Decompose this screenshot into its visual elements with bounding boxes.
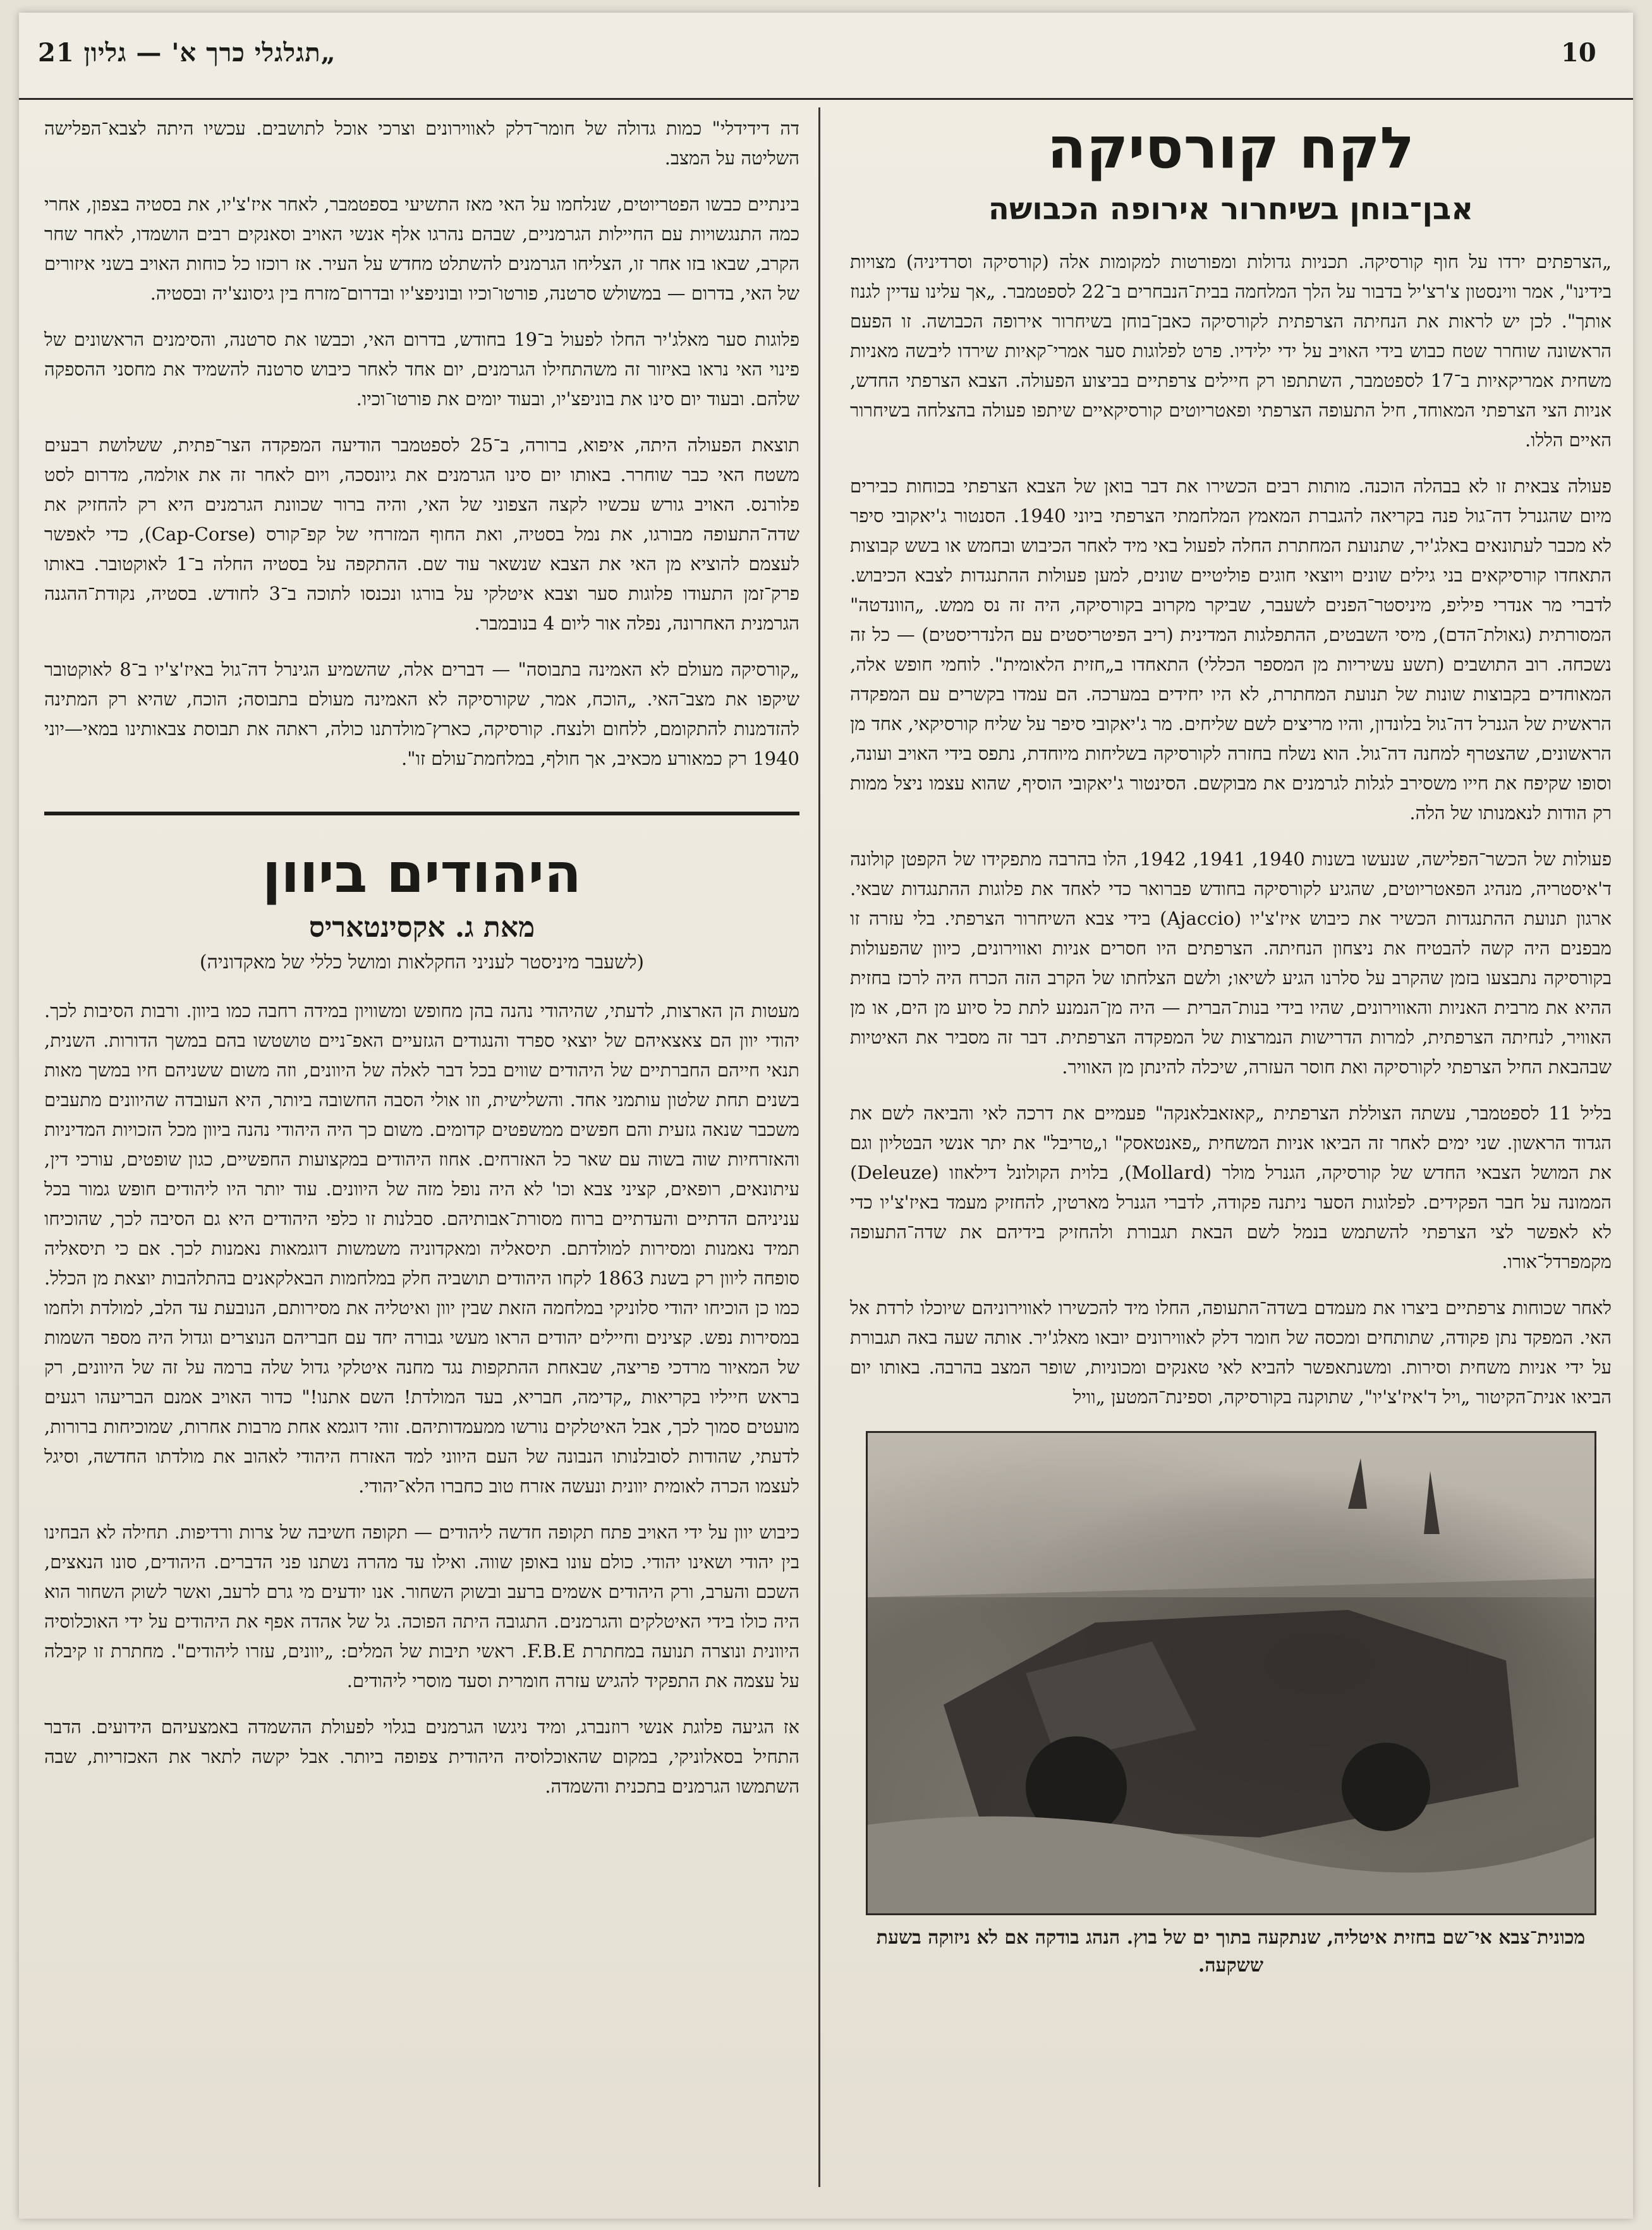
photo-drawing xyxy=(868,1433,1594,1913)
section-divider xyxy=(44,812,799,815)
mud-truck-photo xyxy=(866,1431,1596,1915)
corsica-paragraph: בליל 11 לספטמבר, עשתה הצוללת הצרפתית „קאזאבלאנקה" פעמיים את דרכה לאי והביאה לשם את הגדוד הראשון. שני ימים לאחר זה הביאו אניות המשחית „פאנטאסק" ו„טריבל" את יתר אנשי הבטליון וגם את המושל הצבאי החדש של קורסיקה, הגנרל מולר (Mollard), בלוית הקולונל דילאוזו (Deleuze) הממונה על חבר הפקידים. לפלוגות הסער ניתנה פקודה, לדברי הגנרל מארטין, להחזיק מעמד באיז'צ'יו כדי לא לאפשר לצי הצרפתי להשתמש בנמל לשם הבאת תגבורת ולהחזיק בידיהם את שדה־התעופה מקמפרדל־אורו. xyxy=(850,1102,1612,1272)
corsica-subtitle: אבן־בוחן בשיחרור אירופה הכבושה xyxy=(988,192,1474,227)
page-number: 10 xyxy=(1561,38,1596,68)
greece-byline: מאת ג. אקסינטאריס xyxy=(308,911,535,944)
greece-paragraph: כיבוש יוון על ידי האויב פתח תקופה חדשה ליהודים — תקופה חשיבה של צרות ורדיפות. תחילה לא הבחינו בין יהודי ושאינו יהודי. כולם עונו באופן שווה. ואילו עד מהרה נשתנו פני הדברים. היהודים, סונו הנאצים, השכם והערב, ורק היהודים אשמים ברעב ובשוק השחור. אנו יודעים מי גרם לרעב, ואשר לשוק השחור הוא היה כולו בידי האיטלקים והגרמנים. התגובה היתה הפוכה. גל של אהדה אפף את היהודים על ידי האוכלוסיה היוונית ונוצרה תנועה במחתרת F.B.E. ראשי תיבות של המלים: „יוונים, עזרו ליהודים". מחתרת זו קיבלה על עצמה את התפקיד להגיש עזרה חומרית וסעד מוסרי ליהודים. xyxy=(44,1521,800,1691)
corsica-continuation-paragraph: „קורסיקה מעולם לא האמינה בתבוסה" — דברים אלה, שהשמיע הגינרל דה־גול באיז'צ'יו ב־8 לאוקטובר שיקפו את מצב־האי. „הוכח, אמר, שקורסיקה לא האמינה מעולם בתבוסה; הוכח, שהיא רק המתינה להזדמנות להתקומם, ללחום ולנצח. קורסיקה, כארץ־מולדתנו כולה, ראתה את תבוסת צבאותינו במאי—יוני 1940 רק כמאורע מכאיב, אך חולף, במלחמת־עולם זו". xyxy=(44,659,799,769)
issue-title: „תגלגלי כרך א' — גליון 21 xyxy=(38,38,336,68)
column-divider xyxy=(818,107,820,2187)
corsica-paragraph: פעולה צבאית זו לא בבהלה הוכנה. מותות רבים הכשירו את דבר בואן של הצבא הצרפתי בכוחות כבירים מיום שהגנרל דה־גול פנה בקריאה להגברת המאמץ המלחמתי הצרפתי ביוני 1940. הסנטור ג'יאקובי סיפר לא מכבר לעתונאים באלג'יר, שתנועת המחתרת החלה לפעול באי מיד לאחר הכיבוש ובחמש או בשש קבוצות התאחדו קורסיקאים בני גילים שונים ויוצאי חוגים פוליטיים שונים, למען פעולות ההתנגדות לצבא הכיבוש. לדברי מר אנדרי פיליפ, מיניסטר־הפנים לשעבר, שביקר מקרוב בקורסיקה, היה זה נס ממש. „הוונדטה" המסורתית (גאולת־הדם), מיסי השבטים, ההתפלגות המדינית (ריב הפיטריסטים עם הלנדריסטים) — כל זה נשכחה. רוב התושבים (תשע עשיריות מן המספר הכללי) התאחדו ב„חזית הלאומית". לוחמי חופש אלה, המאוחדים בקבוצות שונות של תנועת המחתרת, לא היו יחידים במערכה. הם עמדו בקשרים עם המפקדה הראשית של הגנרל דה־גול בלונדון, והיו מריצים לשם שליחים. מר ג'יאקובי סיפר על שליח קורסיקאי, אחד מן הראשונים, שהצטרף למחנה דה־גול. הוא נשלח בחזרה לקורסיקה בשליחות מיוחדת, נתפס בידי האויב ועונה, וסופו שקיפח את חייו משסירב לגלות לגרמנים את מבוקשם. הסינטור ג'יאקובי הוסיף, שהוא עצמו ניצל ממות רק הודות לנאמנותו של הלה. xyxy=(850,475,1612,824)
greece-title: היהודים ביוון xyxy=(262,842,582,905)
corsica-paragraph: פעולות של הכשר־הפלישה, שנעשו בשנות 1940, 1941, 1942, הלו בהרבה מתפקידו של הקפטן קולונה ד'איסטריה, מנהיג הפאטריוטים, שהגיע לקורסיקה בחודש פברואר כדי לאחד את פלוגות ההתנגדות שבאי. ארגון תנועת ההתנגדות הכשיר את כיבוש איז'צ'יו (Ajaccio) בידי צבא השיחרור הצרפתי. בלי עזרה זו מבפנים היה קשה להבטיח את ניצחון הנחיתה. הצרפתים היו חסרים אניות ואווירונים, כיוון שהפעולות בקורסיקה נתבצעו בזמן שהקרב על סלרנו הגיע לשיאו; ולשם הצלחתו של הקרב הזה הכרח היה לרכז בחזית ההיא את מרבית האניות והאווירונים, שהיו בידי בנות־הברית — היה מן־הנמנע לתת כל סיוע מן הים, או מן האוויר, לנחיתה הצרפתית, למרות הדרישות הנמרצות של המפקדה הצרפתית. דבר זה מסביר את האיטיות שבהבאת החיל הצרפתי לקורסיקה ואת חוסר העזרה, שיכלה להינתן מן האוויר. xyxy=(850,848,1612,1078)
corsica-title: לקח קורסיקה xyxy=(1047,115,1414,181)
corsica-continuation-paragraph: פלוגות סער מאלג'יר החלו לפעול ב־19 בחודש, בדרום האי, וכבשו את סרטנה, והסימנים הראשונים של פינוי האי נראו באיזור זה משהתחילו הגרמנים, יום אחד לאחר כיבוש סרטנה להשמיד את מחסני ההספקה שלהם. ובעוד יום סינו את בוניפצ'יו, ובעוד יומים את פורטו־וכיו. xyxy=(44,329,800,410)
corsica-continuation-paragraph: תוצאת הפעולה היתה, איפוא, ברורה, ב־25 לספטמבר הודיעה המפקדה הצר־פתית, ששלושת רבעים משטח האי כבר שוחרר. באותו יום סינו הגרמנים את גיונסכה, ויום לאחר זה את אולמה, מדרום לסט פלורנס. האויב גורש עכשיו לקצה הצפוני של האי, והיה ברור שכוונת הגרמנים היא רק להחזיק את שדה־התעופה מבורגו, את נמל בסטיה, ואת החוף המזרחי של קפ־קורס (Cap-Corse), כדי לאפשר לעצמם להוציא מן האי את הצבא שנשאר עוד שם. ההתקפה על בסטיה החלה ב־1 לאוקטובר. באותו פרק־זמן התעודו פלוגות סער וצבא איטלקי על בורגו ונכנסו לתוכה ב־3 לחודש. בסטיה, נקודת־ההגנה הגרמנית האחרונה, נפלה אור ליום 4 בנובמבר. xyxy=(44,434,800,634)
greece-paragraph: אז הגיעה פלוגת אנשי רוזנברג, ומיד ניגשו הגרמנים בגלוי לפעולת ההשמדה באמצעיהם הידועים. הדבר התחיל בסאלוניקי, במקום שהאוכלוסיה היהודית צפופה ביותר. אבל יקשה לתאר את האכזריות, שבה השתמשו הגרמנים בתכנית והשמדה. xyxy=(44,1716,799,1797)
photo-caption: מכונית־צבא אי־שם בחזית איטליה, שנתקעה בתוך ים של בוץ. הנהג בודקה אם לא ניזוקה בשעת ששקעה. xyxy=(876,1927,1586,1977)
corsica-article xyxy=(850,114,1612,1996)
corsica-paragraph: „הצרפתים ירדו על חוף קורסיקה. תכניות גדולות ומפורטות למקומות אלה (קורסיקה וסרדיניה) מצויות בידינו", אמר ווינסטון צ'רצ'יל בדבור על הלך המלחמה בבית־הנבחרים ב־22 לספטמבר. „אך עלינו עדיין לגנוז אותך". לכן יש לראות את הנחיתה הצרפתית לקורסיקה כאבן־בוחן בשיחרור אירופה הכבושה. זו הפעם הראשונה שוחרר שטח כבוש בידי האויב על ידי ילידיו. פרט לפלוגות סער אמרי־קאיות שירדו ליבשה מאניות משחית אמריקאיות ב־17 לספטמבר, השתתפו רק חיילים צרפתיים בביצוע הפעולה. הצבא הצרפתי החדש, אניות הצי הצרפתי המאוחד, חיל התעופה הצרפתי ופאטריוטים קורסיקאיים שיתפו פעולה בהצלחה בשיחרור האיים הללו. xyxy=(850,251,1612,451)
newspaper-page xyxy=(19,13,1633,2219)
greece-byline-note: (לשעבר מיניסטר לעניני החקלאות ומושל כללי של מאקדוניה) xyxy=(199,951,645,973)
greece-paragraph: מעטות הן הארצות, לדעתי, שהיהודי נהנה בהן מחופש ומשוויון במידה רחבה כמו ביוון. ורבות הסיבות לכך. יהודי יוון הם צאצאיהם של יוצאי ספרד והנגודים הגזעיים האפ־ניים טושטשו בהם במשך הדורות. השנית, תנאי חייהם החברתיים של היהודים שווים בכל דבר לאלה של היוונים, וזה משום ששניהם חיו במשך מאות בשנים תחת שלטון עותמני אחד. והשלישית, וזו אולי הסבה החשובה ביותר, היא העובדה שהיוונים מתעבים משכבר שנאה גזעית והם חפשים ממשפטים קדומים. משום כך היה היהודי נהנה ביוון מכל הזכויות המדיניות והאזרחיות שוה בשוה עם שאר כל האזרחים. אחוז היהודים במקצועות החפשיים, כגון שופטים, עורכי דין, עיתונאים, רופאים, קציני צבא וכו' לא היה נופל מזה של היוונים. עוד יותר היו ליהודים חופש גמור בכל עניניהם הדתיים והעדתיים ברוח מסורת־אבותיהם. סבלנות זו כלפי היהודים היא גם הסיבה לכך, שהוכיחו תמיד נאמנות ומסירות למולדתם. תיסאליה ומאקדוניה משמשות דוגמאות נאמנות לכך. אם כי תיסאליה סופחה ליוון רק בשנת 1863 לקחו היהודים תושביה חלק במלחמות הבאלקאנים בהתלהבות יוצאת מן הכלל. כמו כן הוכיחו יהודי סלוניקי במלחמה הזאת שבין יוון ואיטליה את מסירותם, הנובעת עד הלב, למולדת ולחמו במסירות נפש. קצינים וחיילים יהודים הראו מעשי גבורה יחד עם חבריהם הנוצרים וגדול היה מספר השמות של המאיור מרדכי פריצה, שבאחת ההתקפות נגד מחנה איטלקי גדול שלה ברמה על זה של היוונים, רק בראש חייליו בקריאות „קדימה, חבריא, בעד המולדת! השם אתנו!" כדור האויב אמנם הבריעהו רגעים מועטים סמוך לכך, אבל האיטלקים נורשו ממעמדותיהם. זוהי דוגמא אחת מרבות אחרות, שמוכיחות ברורות, לדעתי, שהודות לסובלנותו הנבונה של העם היווני למד האזרח היהודי לאהוב את מולדתו החדשה, וסיגל לעצמו הכרה לאומית יוונית ונעשה אזרח טוב כחברו הלא־יהודי. xyxy=(44,1000,799,1497)
left-column xyxy=(44,114,799,1818)
corsica-paragraph: לאחר שכוחות צרפתיים ביצרו את מעמדם בשדה־התעופה, החלו מיד להכשירו לאווירוניהם שיוכלו לרדת אל האי. המפקד נתן פקודה, שתותחים ומכסה של חומר דלק לאווירונים יובאו מאלג'יר. אותה שעה באה תגבורת על ידי אניות משחית וסירות. ומשנתאפשר להביא לאי טאנקים ומכוניות, שופר המצב בהרבה. באותו יום הביאו אנית־הקיטור „ויל ד'איז'צ'יו", שתוקנה בקורסיקה, וספינת־המטען „וויל xyxy=(850,1297,1612,1408)
corsica-continuation-paragraph: דה דידידלי" כמות גדולה של חומר־דלק לאווירונים וצרכי אוכל לתושבים. עכשיו היתה לצבא־הפלישה השליטה על המצב. xyxy=(44,118,799,169)
corsica-continuation-paragraph: בינתיים כבשו הפטריוטים, שנלחמו על האי מאז התשיעי בספטמבר, לאחר איז'צ'יו, את בסטיה בצפון, אחרי כמה התנגשויות עם החיילות הגרמניים, שבהם נהרגו אלף אנשי האויב וסאנקים רבים הושמדו, לאחר שחר הקרב, שבאו בזו אחר זו, הצליחו הגרמנים להשתלט מחדש על העיר. אז רוכזו כל כוחות האויב בשני איזורים של האי, בדרום — במשולש סרטנה, פורטו־וכיו ובוניפצ'יו ובדרום־מזרח בין גיסונצ'יה ובסטיה. xyxy=(44,193,799,304)
page-header xyxy=(19,13,1633,100)
